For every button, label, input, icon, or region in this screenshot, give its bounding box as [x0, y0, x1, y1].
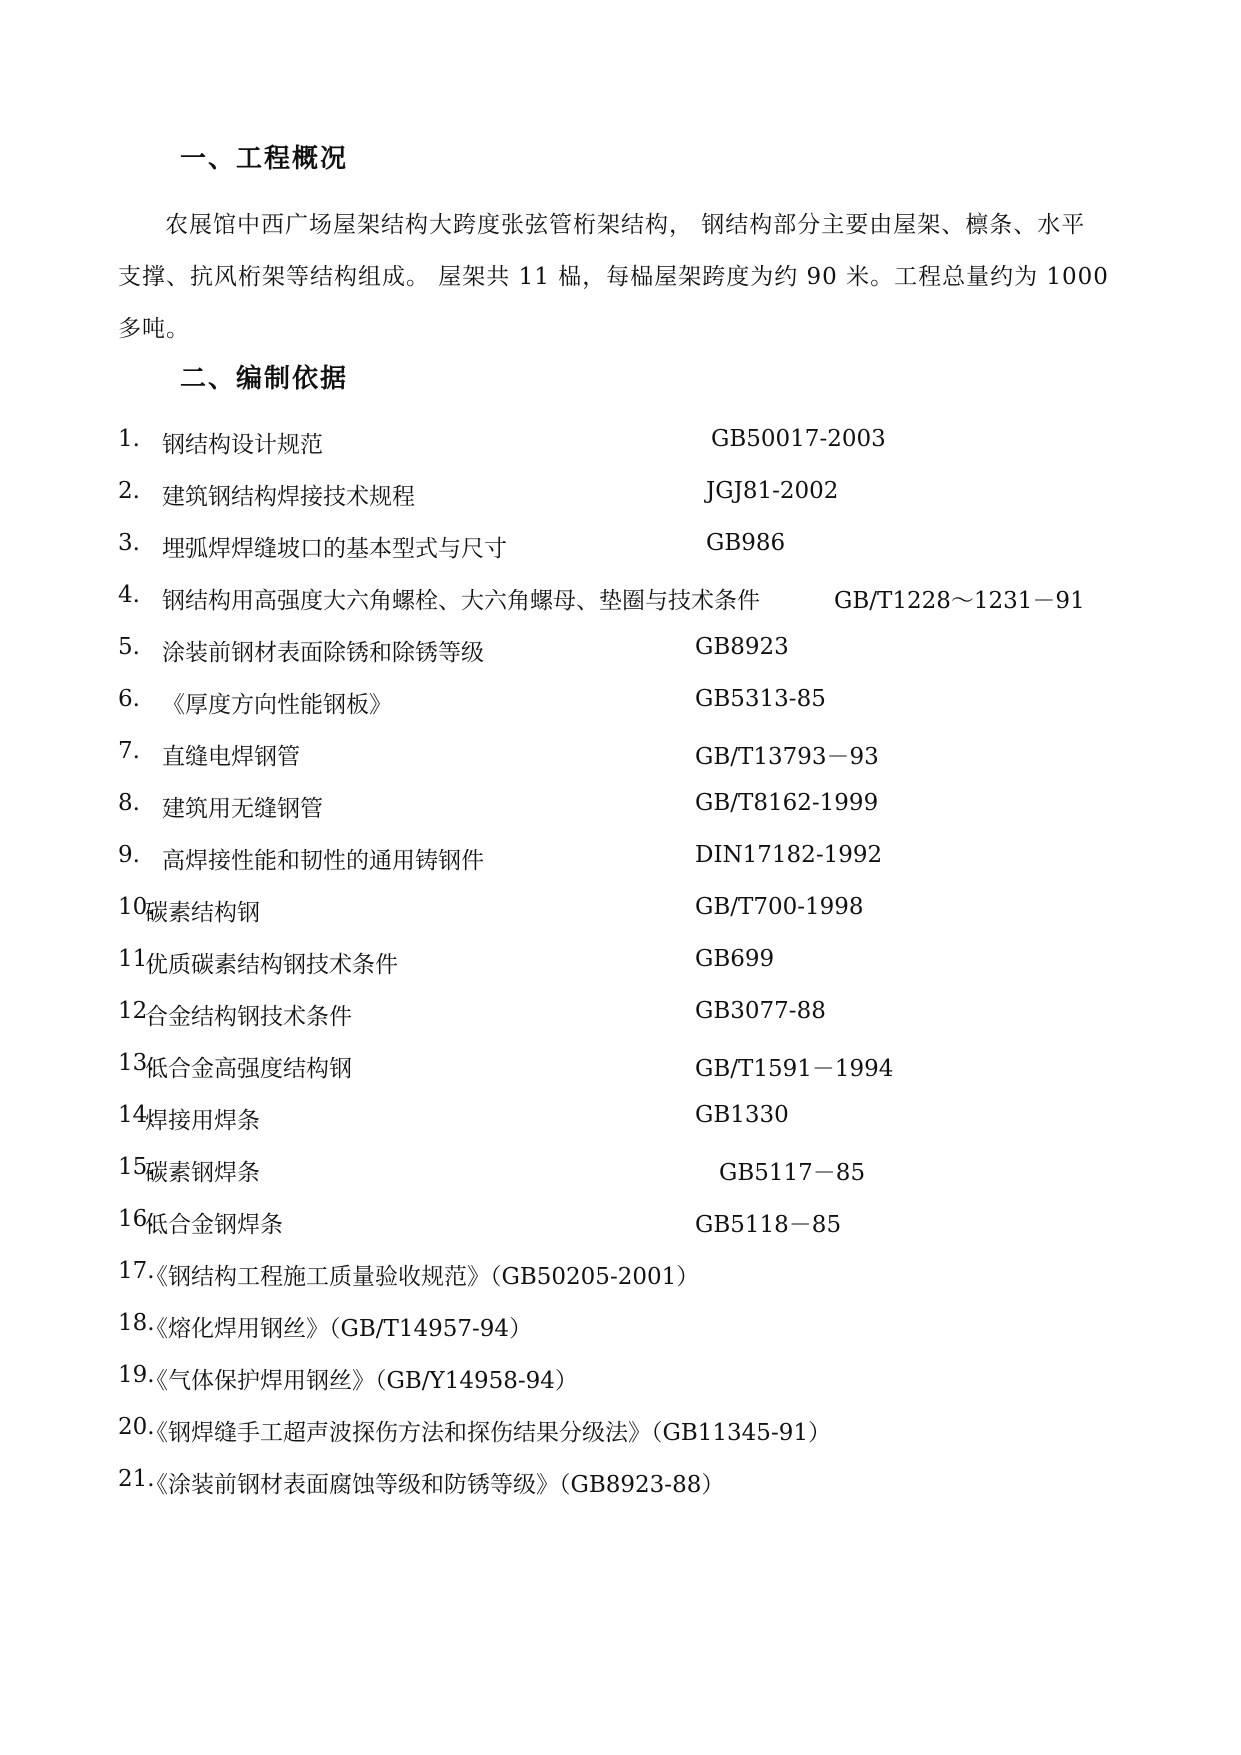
list-item-code: GB5313-85 [695, 686, 826, 712]
list-item-title: 建筑钢结构焊接技术规程 [162, 484, 415, 510]
list-item-number: 10. [118, 894, 155, 920]
list-item-number: 6. [118, 686, 140, 712]
list-item-title: 建筑用无缝钢管 [162, 796, 323, 822]
list-item-code: GB/T1228～1231－91 [834, 588, 1085, 614]
list-item-title: 《厚度方向性能钢板》 [162, 692, 392, 718]
list-item-title: 《涂装前钢材表面腐蚀等级和防锈等级》（GB8923-88） [145, 1472, 725, 1498]
list-item-code: GB/T1591－1994 [695, 1056, 894, 1082]
list-item-code: GB1330 [695, 1102, 789, 1128]
overview-line-1: 农展馆中西广场屋架结构大跨度张弦管桁架结构， 钢结构部分主要由屋架、檩条、水平 [165, 212, 1086, 238]
list-item-code: GB/T8162-1999 [695, 790, 879, 816]
list-item-title: 碳素结构钢 [145, 900, 260, 926]
list-item-number: 7. [118, 738, 140, 764]
list-item-title: 高焊接性能和韧性的通用铸钢件 [162, 848, 484, 874]
list-item-code: GB/T700-1998 [695, 894, 864, 920]
list-item-number: 16. [118, 1206, 155, 1232]
list-item-title: 《钢焊缝手工超声波探伤方法和探伤结果分级法》（GB11345-91） [145, 1420, 831, 1446]
list-item-title: 直缝电焊钢管 [162, 744, 300, 770]
list-item-number: 15. [118, 1154, 155, 1180]
section-title-basis: 二、编制依据 [180, 364, 349, 394]
list-item-title: 钢结构用高强度大六角螺栓、大六角螺母、垫圈与技术条件 [162, 588, 760, 614]
list-item-number: 21. [118, 1466, 155, 1492]
list-item-title: 埋弧焊焊缝坡口的基本型式与尺寸 [162, 536, 507, 562]
list-item-number: 5. [118, 634, 140, 660]
list-item-title: 低合金钢焊条 [145, 1212, 283, 1238]
list-item-code: GB5118－85 [695, 1212, 842, 1238]
list-item-number: 4. [118, 582, 140, 608]
list-item-code: GB/T13793－93 [695, 744, 879, 770]
list-item-title: 碳素钢焊条 [145, 1160, 260, 1186]
list-item-number: 3. [118, 530, 140, 556]
list-item-code: GB50017-2003 [711, 426, 886, 452]
list-item-number: 18. [118, 1310, 155, 1336]
list-item-number: 14. [118, 1102, 155, 1128]
list-item-title: 合金结构钢技术条件 [145, 1004, 352, 1030]
overview-line-3: 多吨。 [118, 316, 190, 342]
section-title-overview: 一、工程概况 [180, 144, 349, 174]
list-item-number: 17. [118, 1258, 155, 1284]
list-item-number: 12. [118, 998, 155, 1024]
list-item-code: GB3077-88 [695, 998, 826, 1024]
list-item-code: GB986 [706, 530, 786, 556]
list-item-number: 1. [118, 426, 140, 452]
overview-line-2: 支撑、抗风桁架等结构组成。 屋架共 11 榀，每榀屋架跨度为约 90 米。工程总量约为 1000 [118, 264, 1109, 290]
list-item-code: GB5117－85 [719, 1160, 866, 1186]
list-item-title: 钢结构设计规范 [162, 432, 323, 458]
list-item-title: 《气体保护焊用钢丝》（GB/Y14958-94） [145, 1368, 578, 1394]
list-item-number: 9. [118, 842, 140, 868]
list-item-title: 《熔化焊用钢丝》（GB/T14957-94） [145, 1316, 533, 1342]
list-item-code: DIN17182-1992 [695, 842, 883, 868]
list-item-number: 8. [118, 790, 140, 816]
list-item-code: GB8923 [695, 634, 789, 660]
list-item-code: GB699 [695, 946, 775, 972]
list-item-number: 20. [118, 1414, 155, 1440]
list-item-number: 2. [118, 478, 140, 504]
list-item-title: 低合金高强度结构钢 [145, 1056, 352, 1082]
list-item-title: 优质碳素结构钢技术条件 [145, 952, 398, 978]
list-item-number: 19. [118, 1362, 155, 1388]
list-item-title: 《钢结构工程施工质量验收规范》（GB50205-2001） [145, 1264, 700, 1290]
list-item-title: 涂装前钢材表面除锈和除锈等级 [162, 640, 484, 666]
list-item-title: 焊接用焊条 [145, 1108, 260, 1134]
list-item-number: 13. [118, 1050, 155, 1076]
list-item-number: 11. [118, 946, 155, 972]
list-item-code: JGJ81-2002 [706, 478, 839, 504]
